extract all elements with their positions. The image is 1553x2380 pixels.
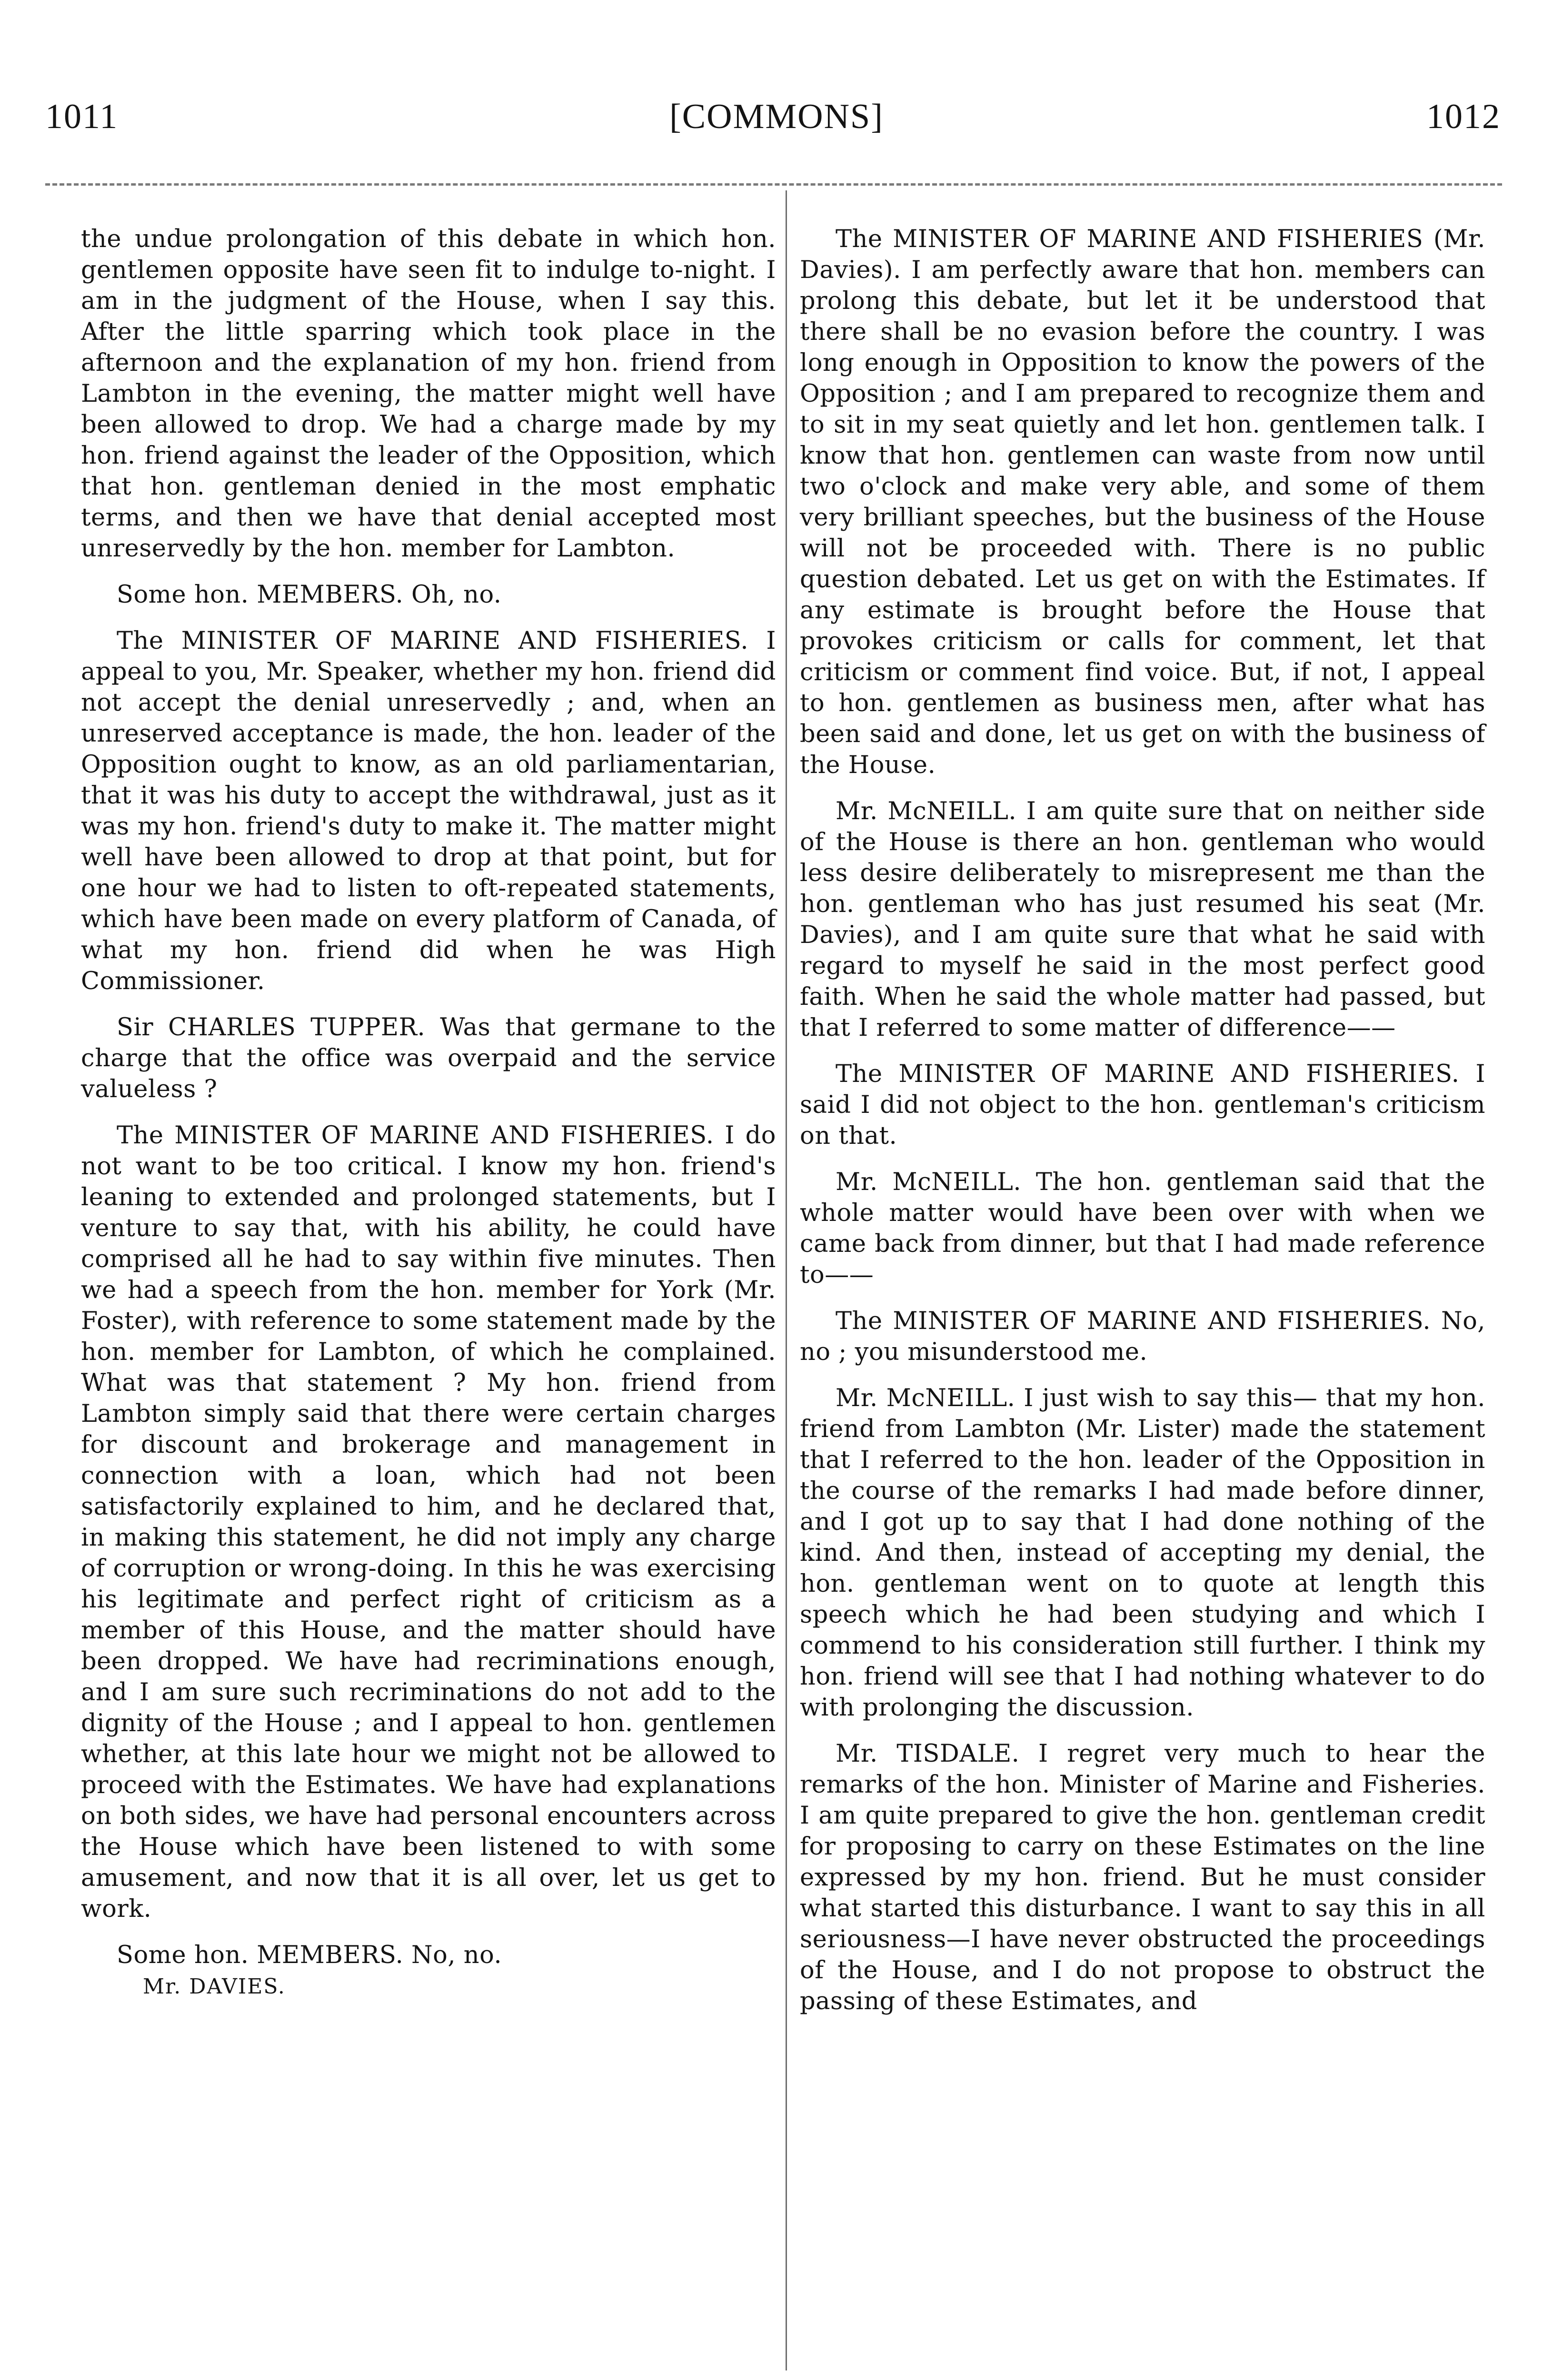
paragraph: Mr. McNEILL. I just wish to say this— that my hon. friend from Lambton (Mr. Lister) made the statement that I referred to the hon. leader of the Opposition in the course of the remarks I had made before dinner, and I got up to say that I had done nothing of the kind. And then, instead of accepting my denial, the hon. gentleman went on to quote at length this speech which he had been studying and which I commend to his consideration still further. I think my hon. friend will see that I had nothing whatever to do with prolonging the discussion. <box>800 1384 1485 1722</box>
paragraph: Some hon. MEMBERS. Oh, no. <box>117 581 502 609</box>
paragraph: Mr. McNEILL. I am quite sure that on neither side of the House is there an hon. gentleman who would less desire deliberately to misrepresent me than the hon. gentleman who has just resumed his seat (Mr. Davies), and I am quite sure that what he said with regard to myself he said in the most perfect good faith. When he said the whole matter had passed, but that I referred to some matter of difference—— <box>800 797 1485 1042</box>
page-number-right: 1012 <box>1426 97 1501 136</box>
paragraph: The MINISTER OF MARINE AND FISHERIES. I said I did not object to the hon. gentleman's criticism on that. <box>800 1060 1485 1150</box>
column-divider <box>786 190 787 2370</box>
paragraph: Some hon. MEMBERS. No, no. <box>117 1941 502 1969</box>
header-rule <box>45 183 1502 186</box>
left-column <box>81 224 776 2001</box>
page-number-left: 1011 <box>45 97 119 136</box>
paragraph: The MINISTER OF MARINE AND FISHERIES. I appeal to you, Mr. Speaker, whether my hon. friend did not accept the denial unreservedly ; and, when an unreserved acceptance is made, the hon. leader of the Opposition ought to know, as an old parliamentarian, that it was his duty to accept the withdrawal, just as it was my hon. friend's duty to make it. The matter might well have been allowed to drop at that point, but for one hour we had to listen to oft-repeated statements, which have been made on every platform of Canada, of what my hon. friend did when he was High Commissioner. <box>81 627 776 995</box>
page-header <box>0 95 1553 138</box>
paragraph: The MINISTER OF MARINE AND FISHERIES. I do not want to be too critical. I know my hon. friend's leaning to extended and prolonged statements, but I venture to say that, with his ability, he could have comprised all he had to say within five minutes. Then we had a speech from the hon. member for York (Mr. Foster), with reference to some statement made by the hon. member for Lambton, of which he complained. What was that statement ? My hon. friend from Lambton simply said that there were certain charges for discount and brokerage and management in connection with a loan, which had not been satisfactorily explained to him, and he declared that, in making this statement, he did not imply any charge of corruption or wrong-doing. In this he was exercising his legitimate and perfect right of criticism as a member of this House, and the matter should have been dropped. We have had recriminations enough, and I am sure such recriminations do not add to the dignity of the House ; and I appeal to hon. gentlemen whether, at this late hour we might not be allowed to proceed with the Estimates. We have had explanations on both sides, we have had personal encounters across the House which have been listened to with some amusement, and now that it is all over, let us get to work. <box>81 1121 776 1923</box>
paragraph: The MINISTER OF MARINE AND FISHERIES (Mr. Davies). I am perfectly aware that hon. members can prolong this debate, but let it be understood that there shall be no evasion before the country. I was long enough in Opposition to know the powers of the Opposition ; and I am prepared to recognize them and to sit in my seat quietly and let hon. gentlemen talk. I know that hon. gentlemen can waste from now until two o'clock and make very able, and some of them very brilliant speeches, but the business of the House will not be proceeded with. There is no public question debated. Let us get on with the Estimates. If any estimate is brought before the House that provokes criticism or calls for comment, let that criticism or comment find voice. But, if not, I appeal to hon. gentlemen as business men, after what has been said and done, let us get on with the business of the House. <box>800 225 1485 779</box>
paragraph: The MINISTER OF MARINE AND FISHERIES. No, no ; you misunderstood me. <box>800 1307 1485 1366</box>
paragraph: Sir CHARLES TUPPER. Was that germane to the charge that the office was overpaid and the service valueless ? <box>81 1013 776 1103</box>
journal-title: [COMMONS] <box>669 97 884 136</box>
speaker-signature: Mr. DAVIES. <box>143 1974 286 1999</box>
paragraph: the undue prolongation of this debate in which hon. gentlemen opposite have seen fit to indulge to-night. I am in the judgment of the House, when I say this. After the little sparring which took place in the afternoon and the explanation of my hon. friend from Lambton in the evening, the matter might well have been allowed to drop. We had a charge made by my hon. friend against the leader of the Opposition, which that hon. gentleman denied in the most emphatic terms, and then we have that denial accepted most unreservedly by the hon. member for Lambton. <box>81 225 776 563</box>
right-column <box>800 224 1485 2032</box>
paragraph: Mr. McNEILL. The hon. gentleman said that the whole matter would have been over with when we came back from dinner, but that I had made reference to—— <box>800 1168 1485 1289</box>
paragraph: Mr. TISDALE. I regret very much to hear the remarks of the hon. Minister of Marine and Fisheries. I am quite prepared to give the hon. gentleman credit for proposing to carry on these Estimates on the line expressed by my hon. friend. But he must consider what started this disturbance. I want to say this in all seriousness—I have never obstructed the proceedings of the House, and I do not propose to obstruct the passing of these Estimates, and <box>800 1740 1485 2015</box>
